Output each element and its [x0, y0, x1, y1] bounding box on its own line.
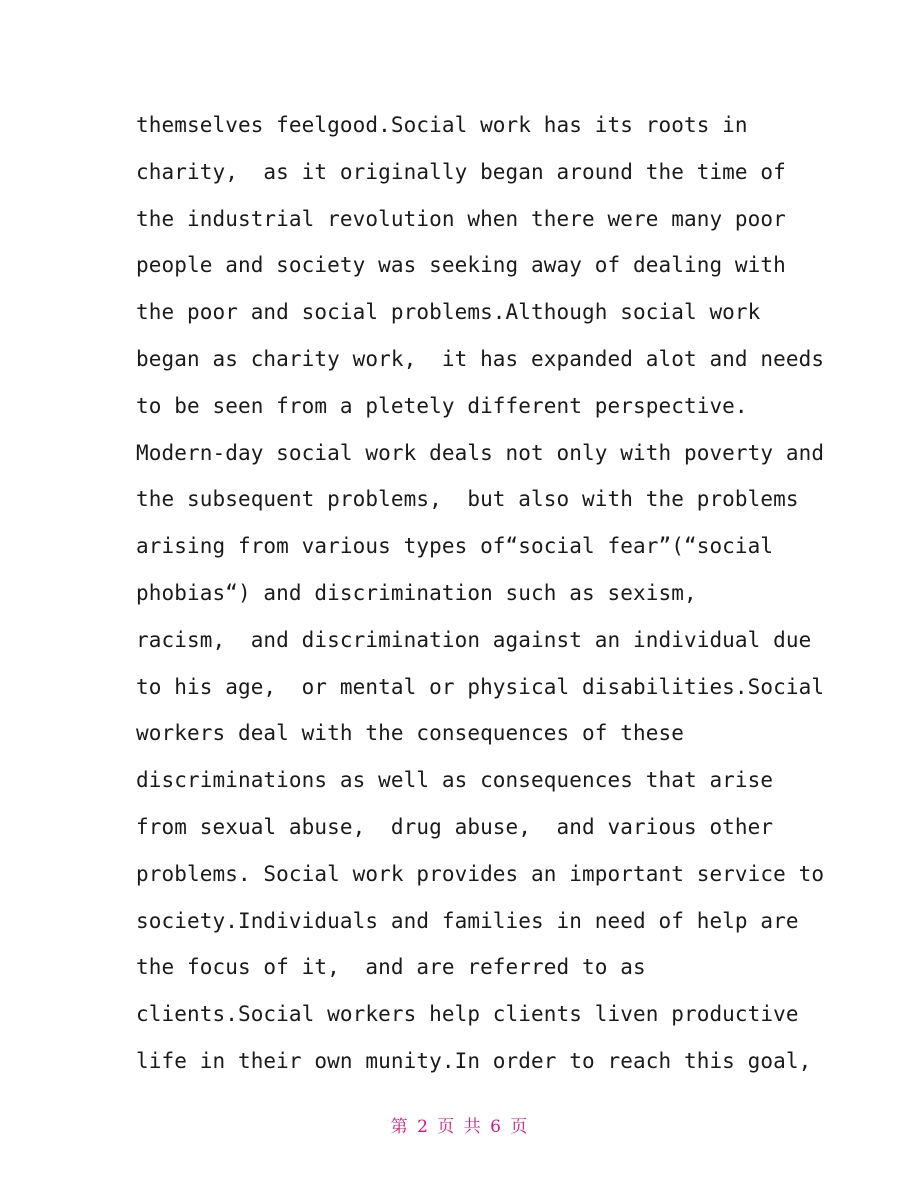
- text-line: life in their own munity.In order to reach this goal,: [136, 1048, 812, 1073]
- text-line: the subsequent problems, but also with the problems: [136, 487, 799, 512]
- text-line: arising from various types of“social fear”(“social: [136, 534, 774, 559]
- text-line: workers deal with the consequences of these: [136, 721, 684, 746]
- text-line: Modern-day social work deals not only with poverty and: [136, 440, 825, 465]
- text-line: the industrial revolution when there were many poor: [136, 206, 786, 231]
- text-line: people and society was seeking away of dealing with: [136, 253, 786, 278]
- text-line: the poor and social problems.Although social work: [136, 300, 761, 325]
- text-line: to his age, or mental or physical disabilities.Social: [136, 674, 825, 699]
- text-line: themselves feelgood.Social work has its roots in: [136, 113, 748, 137]
- text-line: problems. Social work provides an important service to: [136, 861, 825, 886]
- text-line: to be seen from a pletely different perspective.: [136, 393, 748, 418]
- text-line: discriminations as well as consequences that arise: [136, 768, 774, 793]
- text-line: clients.Social workers help clients liven productive: [136, 1002, 799, 1027]
- text-line: charity, as it originally began around the time of: [136, 159, 786, 184]
- text-line: racism, and discrimination against an individual due: [136, 627, 812, 652]
- text-line: from sexual abuse, drug abuse, and various other: [136, 814, 774, 839]
- text-line: the focus of it, and are referred to as: [136, 955, 646, 980]
- body-text: [136, 102, 825, 1085]
- text-line: began as charity work, it has expanded alot and needs: [136, 346, 825, 371]
- text-line: society.Individuals and families in need of help are: [136, 908, 799, 933]
- text-line: phobias“) and discrimination such as sexism,: [136, 580, 697, 605]
- page-number-footer: 第 2 页 共 6 页: [390, 1117, 530, 1137]
